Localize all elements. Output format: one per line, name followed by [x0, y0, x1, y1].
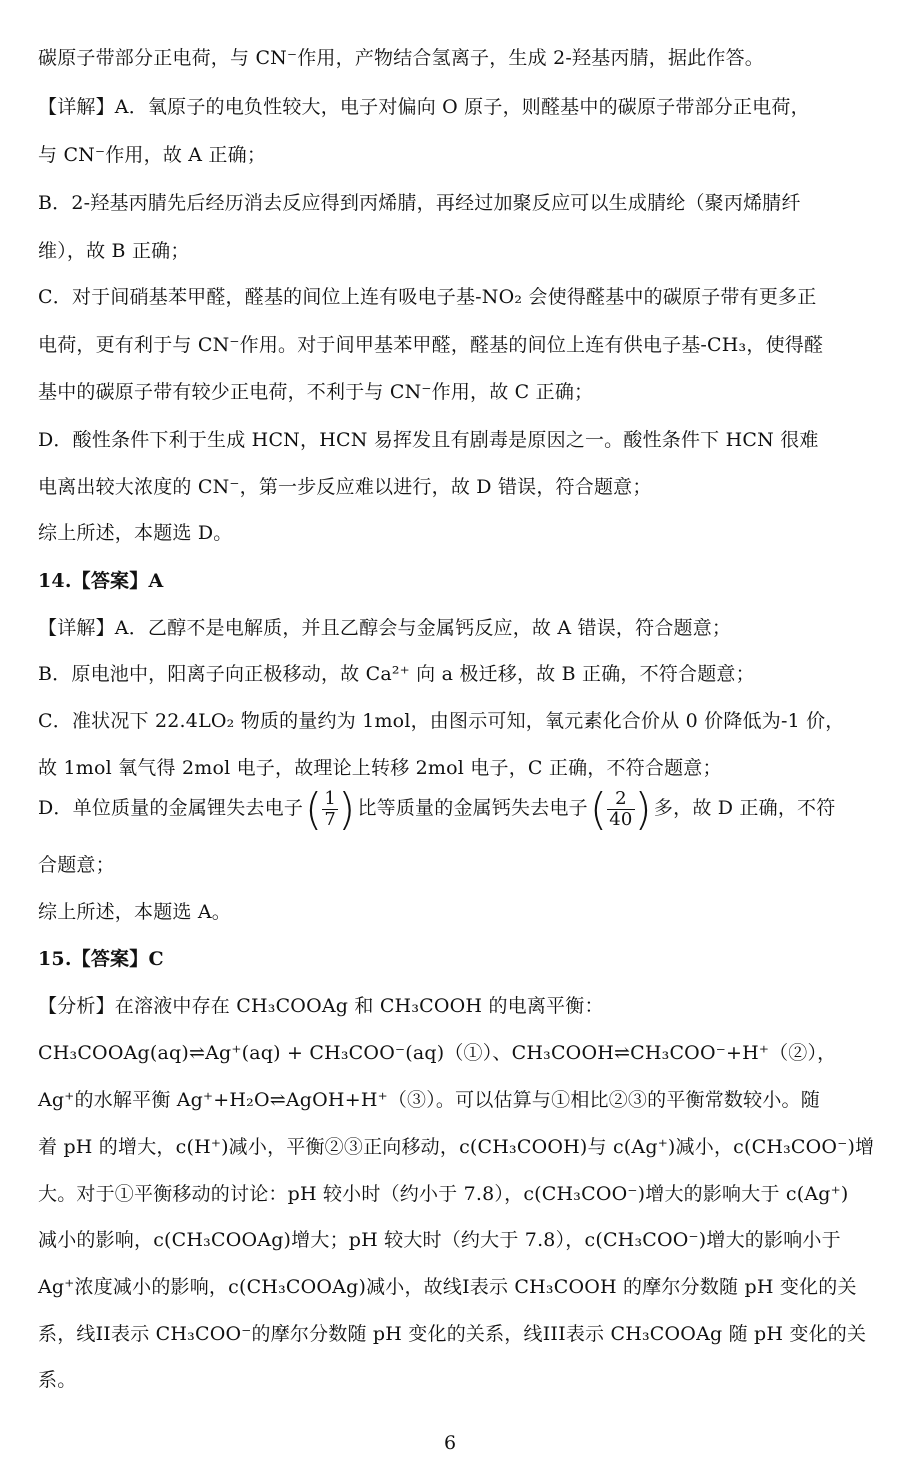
text-line: 大。对于①平衡移动的讨论：pH 较小时（约小于 7.8），c(CH₃COO⁻)增大的影响大于 c(Ag⁺) [38, 1183, 849, 1205]
page-number: 6 [443, 1432, 457, 1454]
text-line: 合题意； [38, 854, 115, 876]
text-segment: 比等质量的金属钙失去电子 [357, 797, 588, 819]
text-line-with-fractions [38, 783, 864, 835]
text-line: D．酸性条件下利于生成 HCN，HCN 易挥发且有剧毒是原因之一。酸性条件下 HCN 很难 [38, 429, 819, 451]
text-line: CH₃COOAg(aq)⇌Ag⁺(aq) + CH₃COO⁻(aq)（①）、CH₃COOH⇌CH₃COO⁻+H⁺（②）， [38, 1042, 837, 1064]
answer-heading-14: 14.【答案】A [38, 570, 164, 592]
text-line: 着 pH 的增大，c(H⁺)减小，平衡②③正向移动，c(CH₃COOH)与 c(Ag⁺)减小，c(CH₃COO⁻)增 [38, 1136, 875, 1158]
text-line: 系。 [38, 1369, 77, 1391]
text-line: B．2-羟基丙腈先后经历消去反应得到丙烯腈，再经过加聚反应可以生成腈纶（聚丙烯腈纤 [38, 192, 801, 214]
text-line: B．原电池中，阳离子向正极移动，故 Ca²⁺ 向 a 极迁移，故 B 正确，不符合题意； [38, 663, 755, 685]
text-line: C．准状况下 22.4LO₂ 物质的量约为 1mol，由图示可知，氧元素化合价从 0 价降低为-1 价， [38, 710, 845, 732]
fraction-denominator: 7 [324, 809, 337, 830]
text-line: 综上所述，本题选 A。 [38, 901, 231, 923]
fraction-one-seventh: ( $\frac{1}{7}$ ) [305, 783, 356, 835]
fraction-numerator: 1 [324, 788, 337, 809]
fraction-denominator: 40 [609, 809, 633, 830]
answer-heading-15: 15.【答案】C [38, 948, 164, 970]
text-line: C．对于间硝基苯甲醛，醛基的间位上连有吸电子基-NO₂ 会使得醛基中的碳原子带有更多正 [38, 286, 817, 308]
text-line: 减小的影响，c(CH₃COOAg)增大；pH 较大时（约大于 7.8），c(CH₃COO⁻)增大的影响小于 [38, 1229, 841, 1251]
fraction-numerator: 2 [607, 789, 634, 810]
text-line: 碳原子带部分正电荷，与 CN⁻作用，产物结合氢离子，生成 2-羟基丙腈，据此作答。 [38, 47, 764, 69]
text-line: 维），故 B 正确； [38, 240, 190, 262]
text-line: 电荷，更有利于与 CN⁻作用。对于间甲基苯甲醛，醛基的间位上连有供电子基-CH₃，使得醛 [38, 334, 824, 356]
text-line: 系，线II表示 CH₃COO⁻的摩尔分数随 pH 变化的关系，线III表示 CH₃COOAg 随 pH 变化的关 [38, 1323, 867, 1345]
text-line: Ag⁺浓度减小的影响，c(CH₃COOAg)减小，故线I表示 CH₃COOH 的摩尔分数随 pH 变化的关 [38, 1276, 857, 1298]
text-line: 综上所述，本题选 D。 [38, 522, 233, 544]
text-line: 【详解】A．乙醇不是电解质，并且乙醇会与金属钙反应，故 A 错误，符合题意； [38, 617, 732, 639]
text-segment: 多，故 D 正确，不符 [653, 797, 836, 819]
text-line: 故 1mol 氧气得 2mol 电子，故理论上转移 2mol 电子，C 正确，不符合题意； [38, 757, 722, 779]
text-line: 【分析】在溶液中存在 CH₃COOAg 和 CH₃COOH 的电离平衡： [38, 995, 604, 1017]
text-line: 【详解】A．氧原子的电负性较大，电子对偏向 O 原子，则醛基中的碳原子带部分正电荷， [38, 96, 810, 118]
text-line: Ag⁺的水解平衡 Ag⁺+H₂O⇌AgOH+H⁺（③）。可以估算与①相比②③的平衡常数较小。随 [38, 1089, 820, 1111]
text-line: 与 CN⁻作用，故 A 正确； [38, 144, 267, 166]
text-segment: D．单位质量的金属锂失去电子 [38, 797, 304, 819]
text-line: 电离出较大浓度的 CN⁻，第一步反应难以进行，故 D 错误，符合题意； [38, 476, 652, 498]
fraction-two-fortieths: ( $\frac{2}{40}$ ) [589, 783, 652, 835]
text-line: 基中的碳原子带有较少正电荷，不利于与 CN⁻作用，故 C 正确； [38, 381, 594, 403]
